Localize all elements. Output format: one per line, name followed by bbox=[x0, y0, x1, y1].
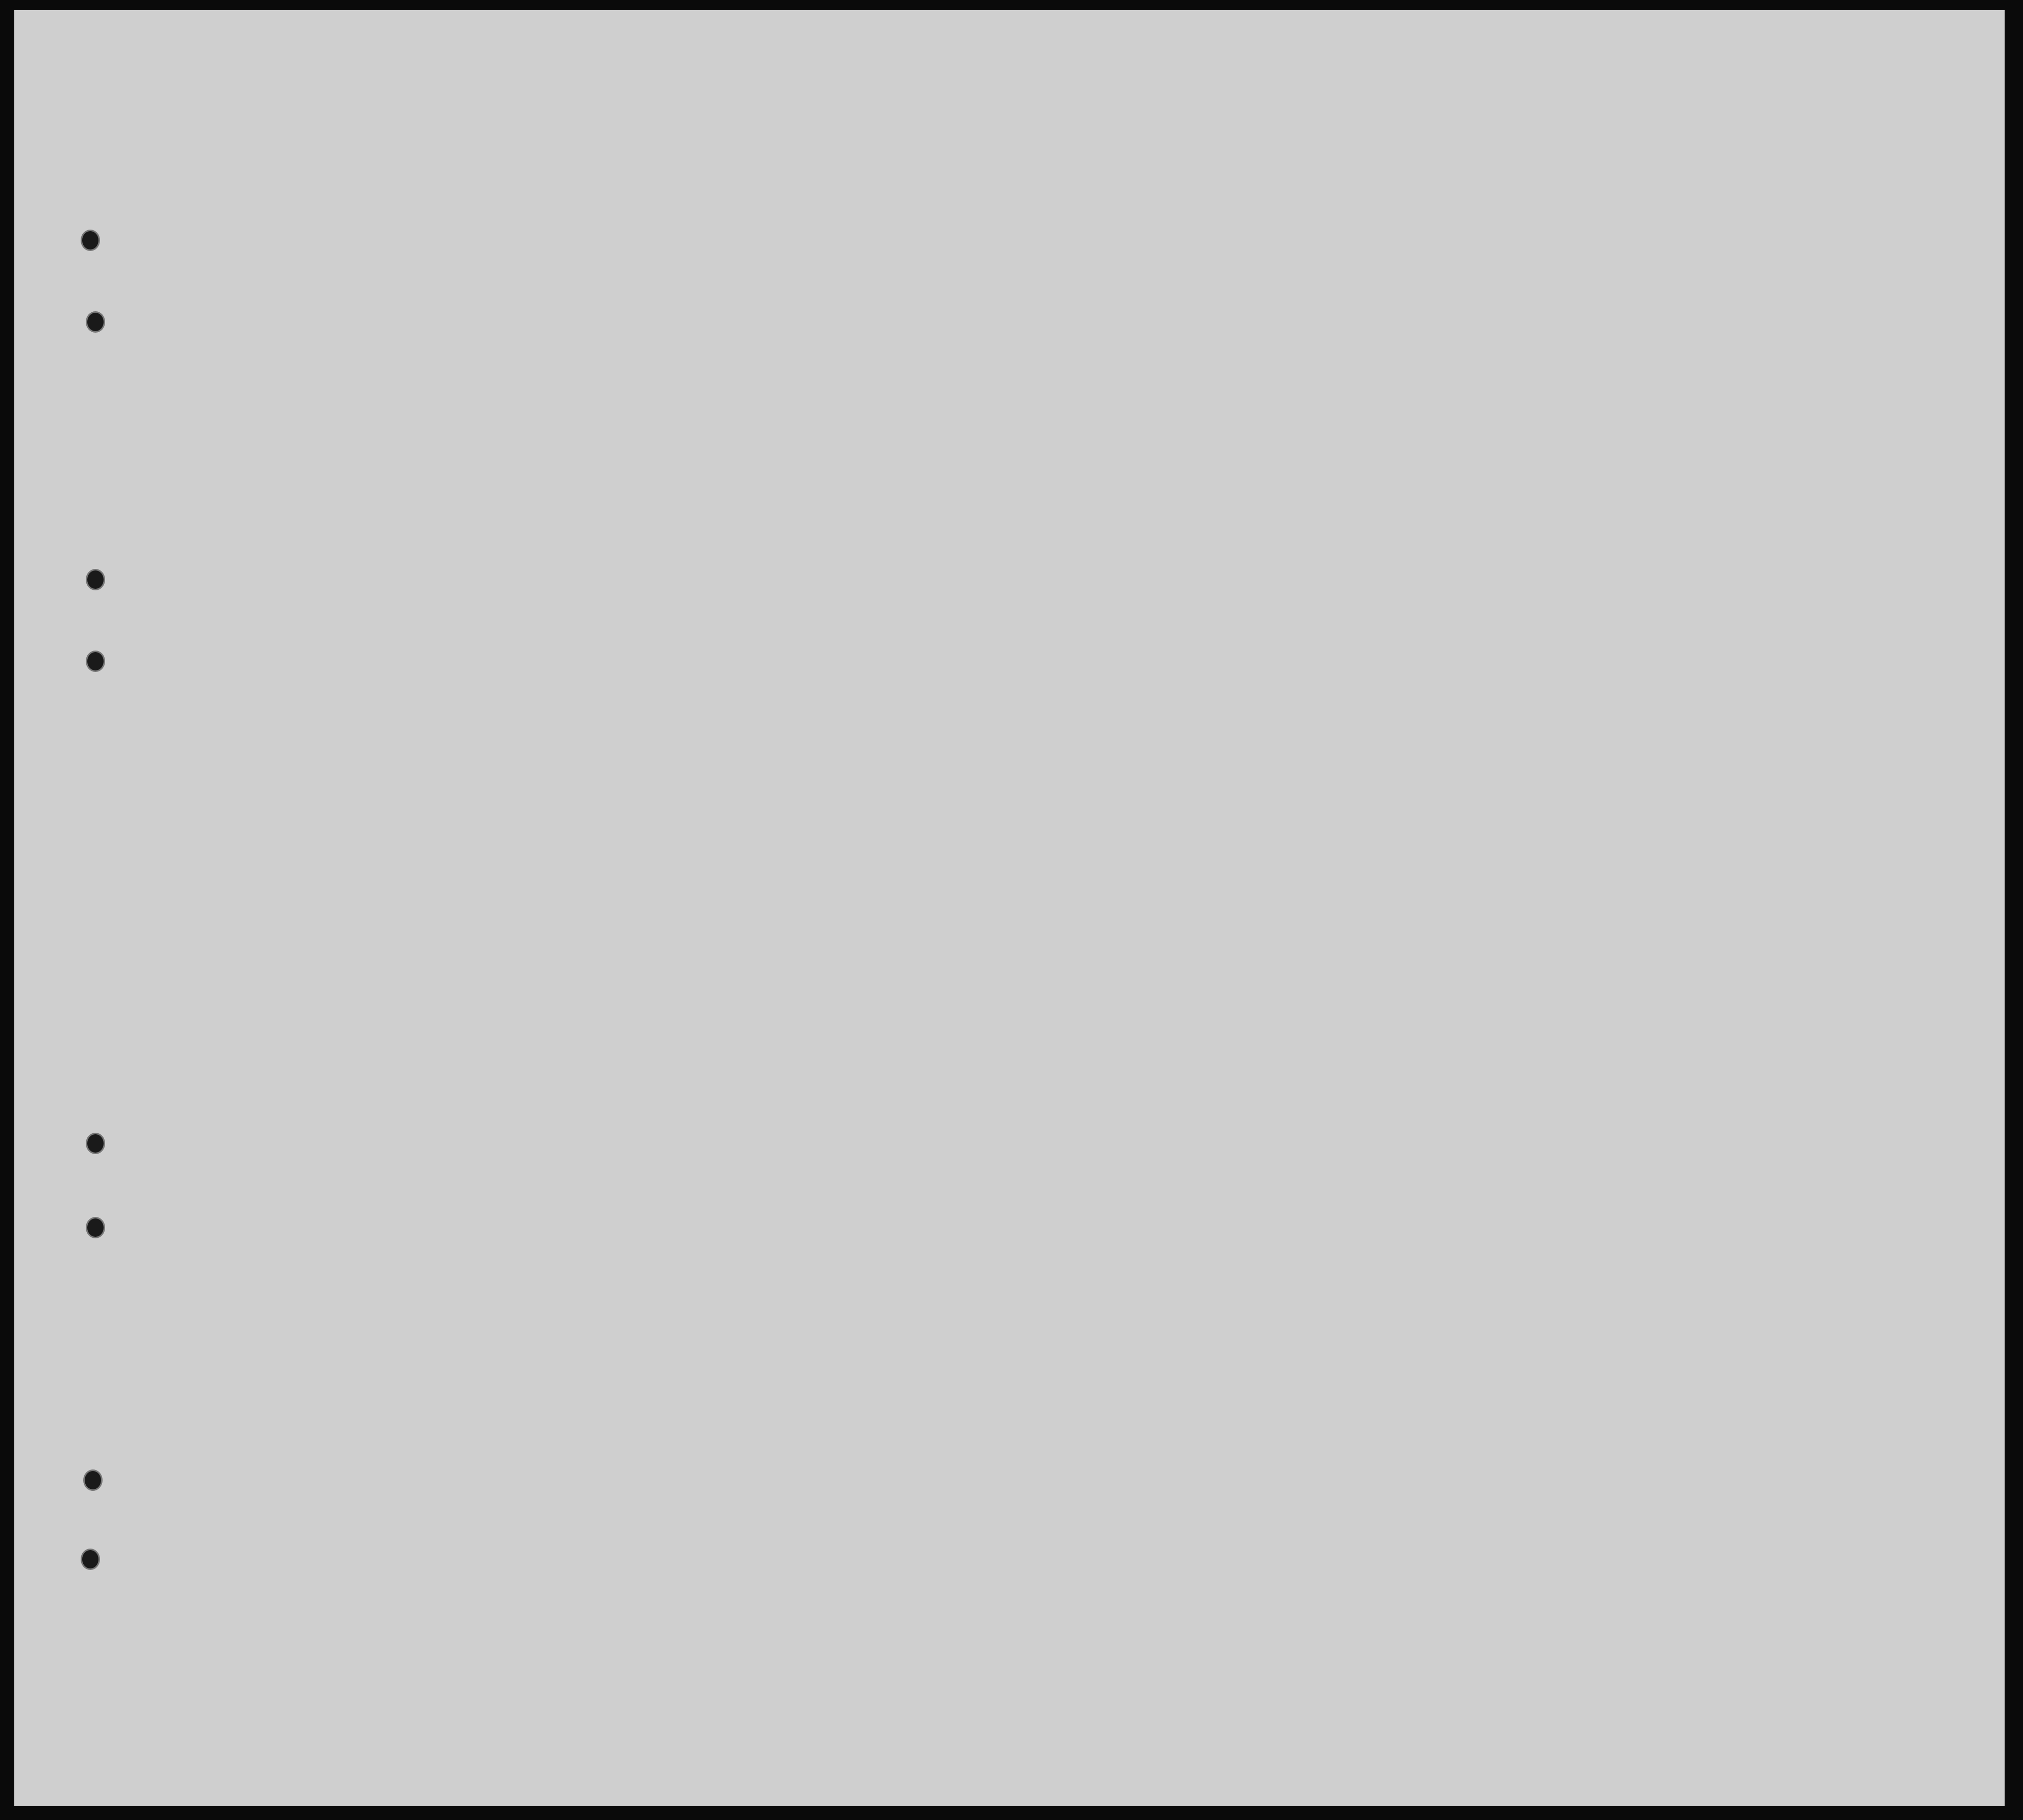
header-col24-c bbox=[1270, 329, 1298, 434]
manifest-page bbox=[14, 10, 2005, 1806]
binder-hole bbox=[86, 651, 105, 672]
binder-hole bbox=[83, 1469, 103, 1491]
header-col30 bbox=[1500, 311, 1523, 434]
binder-hole bbox=[86, 1133, 105, 1154]
header-col26 bbox=[1342, 311, 1365, 434]
header-col24-b bbox=[1239, 329, 1267, 434]
binder-hole bbox=[86, 311, 105, 333]
binder-hole bbox=[86, 1217, 105, 1238]
binder-hole bbox=[81, 230, 100, 251]
binder-hole bbox=[86, 569, 105, 590]
binder-hole bbox=[81, 1549, 100, 1570]
header-col21 bbox=[738, 306, 758, 429]
header-col25 bbox=[1311, 311, 1339, 434]
header-col19 bbox=[606, 306, 627, 429]
header-col34-inches bbox=[1709, 413, 1724, 444]
header-col34-feet bbox=[1686, 413, 1701, 444]
header-col28 bbox=[1402, 311, 1459, 434]
form-grid bbox=[14, 10, 2005, 1806]
header-col31 bbox=[1527, 311, 1550, 434]
header-col24-a bbox=[1206, 329, 1237, 434]
header-col27 bbox=[1372, 311, 1395, 434]
header-col29 bbox=[1464, 311, 1497, 434]
